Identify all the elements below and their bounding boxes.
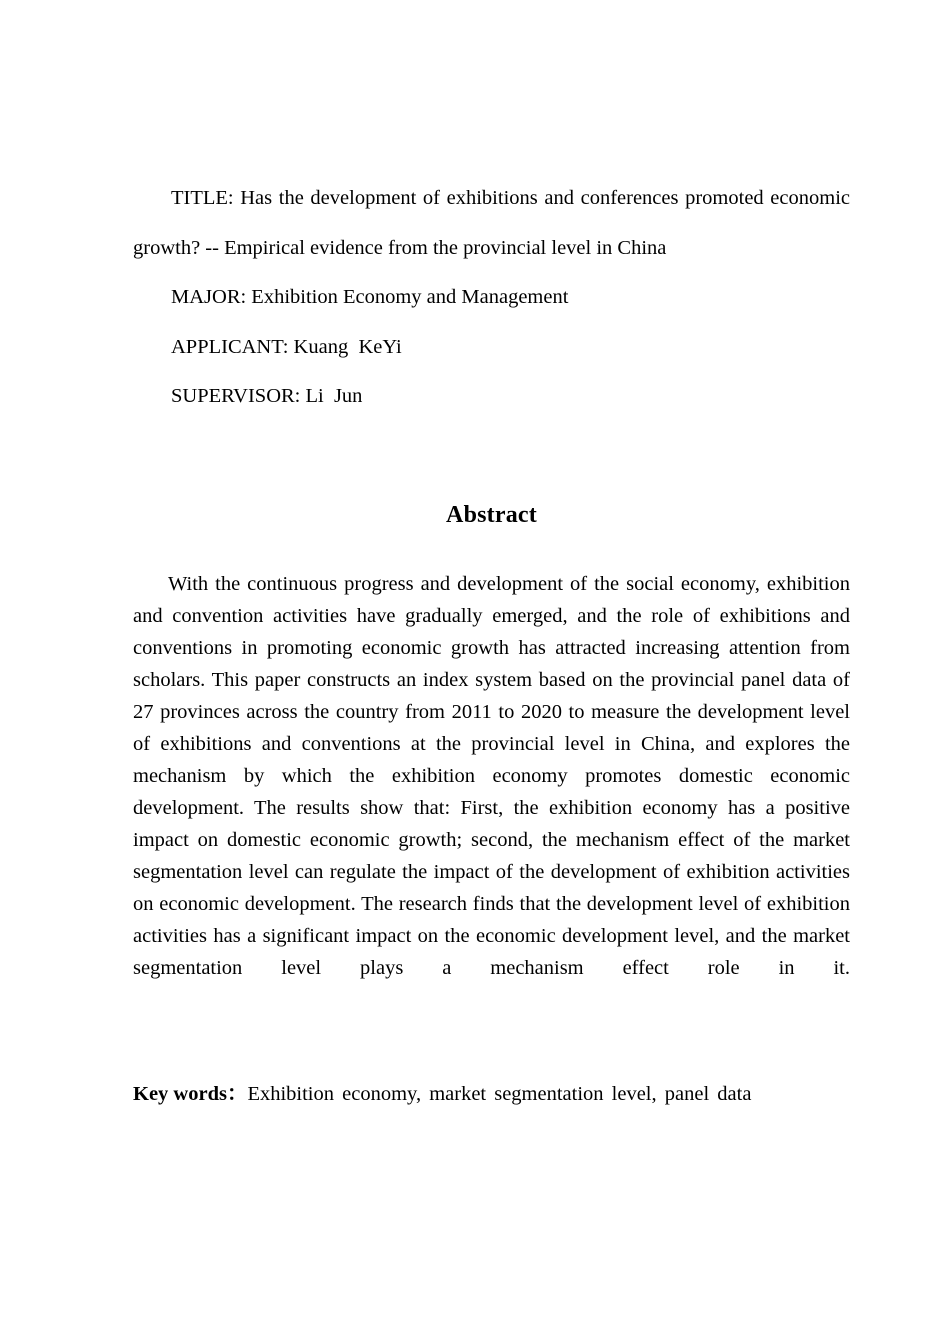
abstract-heading: Abstract [446,502,537,528]
abstract-body: With the continuous progress and development of the social economy, exhibition and convention activities have gradually emerged, and the role of exhibitions and conventions in promoting economic growth has attracted increasing attention from scholars. This paper constructs an index system based on the provincial panel data of 27 provinces across the country from 2011 to 2020 to measure the development level of exhibitions and conventions at the provincial level in China, and explores the mechanism by which the exhibition economy promotes domestic economic development. The results show that: First, the exhibition economy has a positive impact on domestic economic growth; second, the mechanism effect of the market segmentation level can regulate the impact of the development of exhibition activities on economic development. The research finds that the development level of exhibition activities has a significant impact on the economic development level, and the market segmentation level plays a mechanism effect role in it. [133,573,850,979]
title-block [133,174,850,422]
supervisor-line: SUPERVISOR: Li Jun [171,385,363,407]
paper-title: TITLE: Has the development of exhibitions and conferences promoted economic growth? -- Empirical evidence from the provincial level in China [133,187,850,259]
keywords-label: Key words [133,1083,227,1105]
applicant-line: APPLICANT: Kuang KeYi [171,335,402,358]
keywords-line [133,1078,850,1110]
keywords-separator: ： [226,1083,248,1105]
major-line: MAJOR: Exhibition Economy and Management [171,286,569,308]
keywords-value: Exhibition economy, market segmentation level, panel data [247,1083,752,1105]
